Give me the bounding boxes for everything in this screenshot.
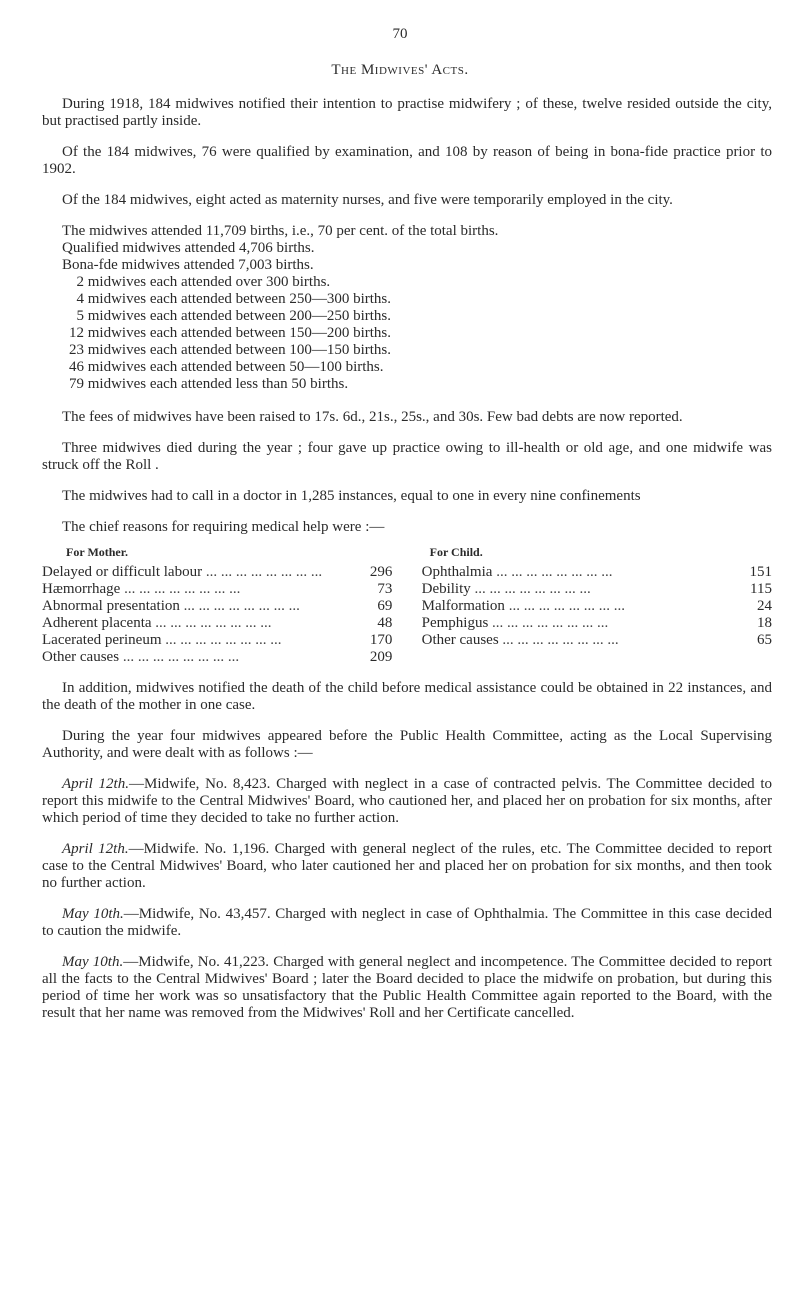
table-row: Malformation ... . 24 xyxy=(422,598,772,615)
section-heading: The Midwives' Acts. xyxy=(331,62,469,78)
paragraph-reasons-intro: The chief reasons for requiring medical help were :— xyxy=(62,519,385,535)
table-row: Pemphigus ... . 18 xyxy=(422,615,772,632)
case-date: April 12th. xyxy=(62,776,129,792)
births-statistics xyxy=(42,223,772,393)
case-entry: April 12th.—Midwife, No. 8,423. Charged with neglect in a case of contracted pelvis. The Committee decided to report this midwife to the Central Midwives' Board, who cautioned her, and placed her on probation for six months, after which period of time they decided to take no further action. xyxy=(42,776,772,826)
document-body xyxy=(42,96,772,1036)
table-row: Adherent placenta ... . 48 xyxy=(42,615,392,632)
page-number: 70 xyxy=(392,26,408,42)
table-row: Delayed or difficult labour ... . 296 xyxy=(42,564,392,581)
mother-column xyxy=(42,544,392,666)
case-date: May 10th. xyxy=(62,906,124,922)
table-row: Ophthalmia ... . 151 xyxy=(422,564,772,581)
births-range-line: 23 midwives each attended between 100—150 births. xyxy=(69,342,392,358)
births-range-line: 12 midwives each attended between 150—200 births. xyxy=(69,325,392,341)
table-row: Abnormal presentation ... . 69 xyxy=(42,598,392,615)
births-range-line: 46 midwives each attended between 50—100 births. xyxy=(69,359,384,375)
medical-help-table xyxy=(42,544,772,666)
child-column xyxy=(422,544,772,666)
paragraph-maternity-nurses: Of the 184 midwives, eight acted as maternity nurses, and five were temporarily employed in the city. xyxy=(62,192,673,208)
births-qualified-line: Qualified midwives attended 4,706 births. xyxy=(62,240,315,256)
table-row: Other causes ... . 209 xyxy=(42,649,392,666)
table-row: Debility ... . 115 xyxy=(422,581,772,598)
births-range-line: 79 midwives each attended less than 50 births. xyxy=(69,376,349,392)
paragraph-deaths-retirements: Three midwives died during the year ; four gave up practice owing to ill-health or old age, and one midwife was struck off the Roll . xyxy=(42,440,772,473)
births-range-line: 5 midwives each attended between 200—250 births. xyxy=(76,308,392,324)
table-row: Hæmorrhage ... . 73 xyxy=(42,581,392,598)
paragraph-notifications: During 1918, 184 midwives notified their intention to practise midwifery ; of these, twelve resided outside the city, but practised partly inside. xyxy=(42,96,772,129)
table-row: Other causes ... . 65 xyxy=(422,632,772,649)
case-date: April 12th. xyxy=(62,841,129,857)
child-column-header: For Child. xyxy=(429,545,483,559)
case-date: May 10th. xyxy=(62,954,124,970)
mother-column-header: For Mother. xyxy=(66,545,128,559)
case-entry: May 10th.—Midwife, No. 43,457. Charged with neglect in case of Ophthalmia. The Committee in this case decided to caution the midwife. xyxy=(42,906,772,939)
case-entry: April 12th.—Midwife. No. 1,196. Charged with general neglect of the rules, etc. The Committee decided to report case to the Central Midwives' Board, who later cautioned her and placed her on probation for six months, and then took no further action. xyxy=(42,841,772,891)
births-range-line: 4 midwives each attended between 250—300 births. xyxy=(76,291,392,307)
paragraph-doctor-calls: The midwives had to call in a doctor in 1,285 instances, equal to one in every nine confinements xyxy=(62,488,641,504)
births-total-line: The midwives attended 11,709 births, i.e., 70 per cent. of the total births. xyxy=(62,223,499,239)
paragraph-fees: The fees of midwives have been raised to 17s. 6d., 21s., 25s., and 30s. Few bad debts are now reported. xyxy=(62,409,683,425)
case-entry: May 10th.—Midwife, No. 41,223. Charged with general neglect and incompetence. The Committee decided to report all the facts to the Central Midwives' Board ; later the Board decided to place the midwife on probation, but during this period of time her work was so unsatisfactory that the Public Health Committee again reported to the Board, with the result that her name was removed from the Midwives' Roll and her Certificate cancelled. xyxy=(42,954,772,1021)
paragraph-committee: During the year four midwives appeared before the Public Health Committee, acting as the Local Supervising Authority, and were dealt with as follows :— xyxy=(42,728,772,761)
births-bonafide-line: Bona-fde midwives attended 7,003 births. xyxy=(62,257,314,273)
births-range-line: 2 midwives each attended over 300 births. xyxy=(76,274,331,290)
paragraph-qualifications: Of the 184 midwives, 76 were qualified by examination, and 108 by reason of being in bona-fide practice prior to 1902. xyxy=(42,144,772,177)
paragraph-deaths-before-assistance: In addition, midwives notified the death of the child before medical assistance could be obtained in 22 instances, and the death of the mother in one case. xyxy=(42,680,772,713)
table-row: Lacerated perineum ... . 170 xyxy=(42,632,392,649)
